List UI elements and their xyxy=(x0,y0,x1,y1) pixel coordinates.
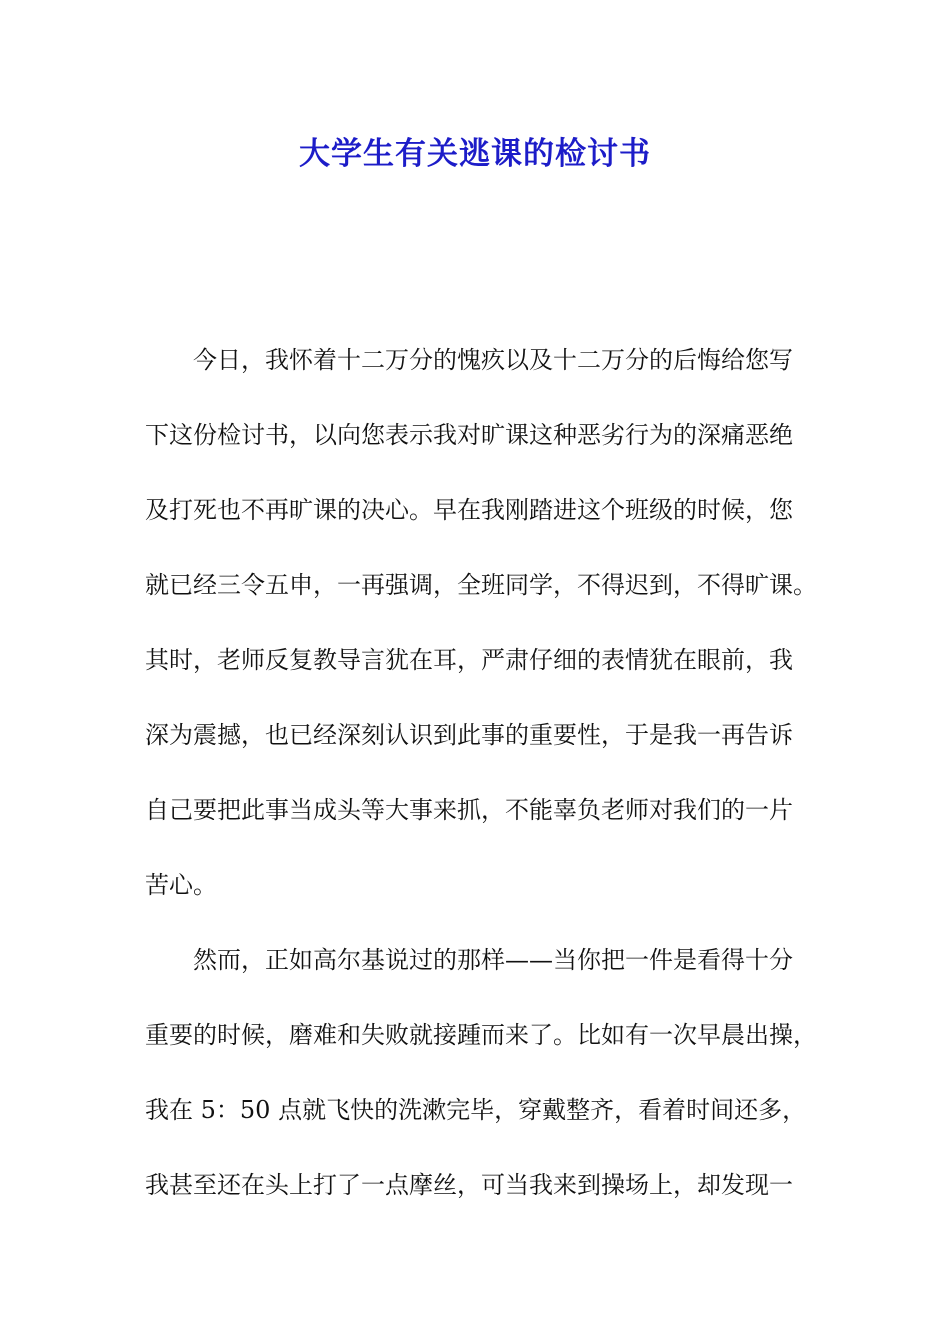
paragraph-2-line-4: 我甚至还在头上打了一点摩丝，可当我来到操场上，却发现一 xyxy=(145,1171,793,1199)
paragraph-1-line-6: 深为震撼，也已经深刻认识到此事的重要性，于是我一再告诉 xyxy=(145,721,793,749)
paragraph-1-line-7: 自己要把此事当成头等大事来抓，不能辜负老师对我们的一片 xyxy=(145,796,793,824)
document-title: 大学生有关逃课的检讨书 xyxy=(299,136,651,172)
paragraph-1-line-3: 及打死也不再旷课的决心。早在我刚踏进这个班级的时候，您 xyxy=(145,496,793,524)
paragraph-2-line-2: 重要的时候，磨难和失败就接踵而来了。比如有一次早晨出操， xyxy=(145,1021,817,1049)
paragraph-1-line-5: 其时，老师反复教导言犹在耳，严肃仔细的表情犹在眼前，我 xyxy=(145,646,793,674)
paragraph-1-line-2: 下这份检讨书，以向您表示我对旷课这种恶劣行为的深痛恶绝 xyxy=(145,421,793,449)
paragraph-2-line-1: 然而，正如高尔基说过的那样——当你把一件是看得十分 xyxy=(193,946,793,974)
paragraph-2-line-3: 我在 5：50 点就飞快的洗漱完毕，穿戴整齐，看着时间还多， xyxy=(145,1096,807,1124)
paragraph-1-line-4: 就已经三令五申，一再强调，全班同学，不得迟到，不得旷课。 xyxy=(145,571,817,599)
paragraph-1-line-8: 苦心。 xyxy=(145,871,217,899)
paragraph-1-line-1: 今日，我怀着十二万分的愧疚以及十二万分的后悔给您写 xyxy=(193,346,793,374)
